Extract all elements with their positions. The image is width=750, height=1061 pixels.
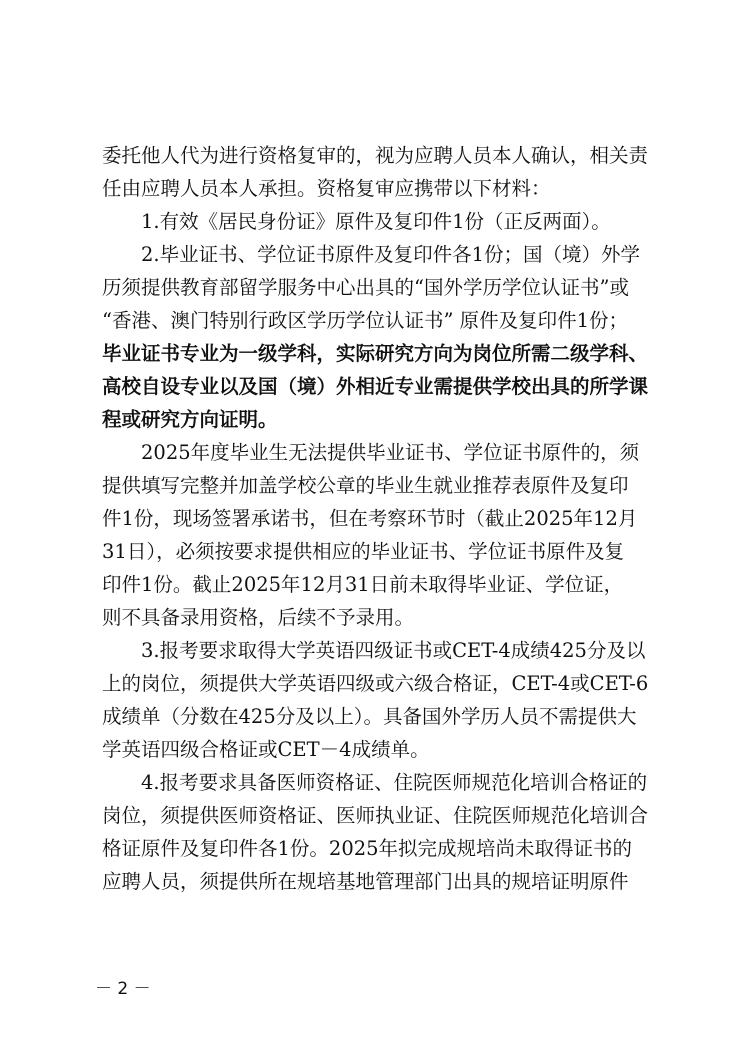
text-line: 任由应聘人员本人承担。资格复审应携带以下材料：	[102, 177, 551, 200]
text-line: 则不具备录用资格，后续不予录用。	[102, 606, 415, 629]
text-line: 1.有效《居民身份证》原件及复印件1份（正反两面）。	[102, 210, 611, 233]
text-line: 历须提供教育部留学服务中心出具的“国外学历学位认证书”或	[102, 276, 629, 299]
text-line: 学英语四级合格证或CET－4成绩单。	[102, 738, 430, 761]
text-line: 上的岗位，须提供大学英语四级或六级合格证，CET-4或CET-6	[102, 672, 649, 695]
text-line: 格证原件及复印件各1份。2025年拟完成规培尚未取得证书的	[102, 837, 633, 860]
emphasis-line: 程或研究方向证明。	[102, 408, 278, 431]
emphasis-line: 高校自设专业以及国（境）外相近专业需提供学校出具的所学课	[102, 375, 649, 398]
text-line: 3.报考要求取得大学英语四级证书或CET-4成绩425分及以	[102, 639, 646, 662]
text-line: 4.报考要求具备医师资格证、住院医师规范化培训合格证的	[102, 771, 648, 794]
text-line: 成绩单（分数在425分及以上）。具备国外学历人员不需提供大	[102, 705, 637, 728]
text-line: 提供填写完整并加盖学校公章的毕业生就业推荐表原件及复印	[102, 474, 629, 497]
text-line: 应聘人员，须提供所在规培基地管理部门出具的规培证明原件	[102, 870, 629, 893]
page-number: － 2 －	[95, 979, 151, 999]
text-line: 2.毕业证书、学位证书原件及复印件各1份；国（境）外学	[102, 243, 641, 266]
text-line: 2025年度毕业生无法提供毕业证书、学位证书原件的，须	[102, 441, 640, 464]
text-line: 31日），必须按要求提供相应的毕业证书、学位证书原件及复	[102, 540, 625, 563]
text-line: 件1份，现场签署承诺书，但在考察环节时（截止2025年12月	[102, 507, 638, 530]
text-line: 委托他人代为进行资格复审的，视为应聘人员本人确认，相关责	[102, 144, 649, 167]
text-line: “香港、澳门特别行政区学历学位认证书” 原件及复印件1份；	[102, 309, 629, 332]
text-line: 岗位，须提供医师资格证、医师执业证、住院医师规范化培训合	[102, 804, 649, 827]
text-line: 印件1份。截止2025年12月31日前未取得毕业证、学位证，	[102, 573, 624, 596]
emphasis-line: 毕业证书专业为一级学科，实际研究方向为岗位所需二级学科、	[102, 342, 649, 365]
